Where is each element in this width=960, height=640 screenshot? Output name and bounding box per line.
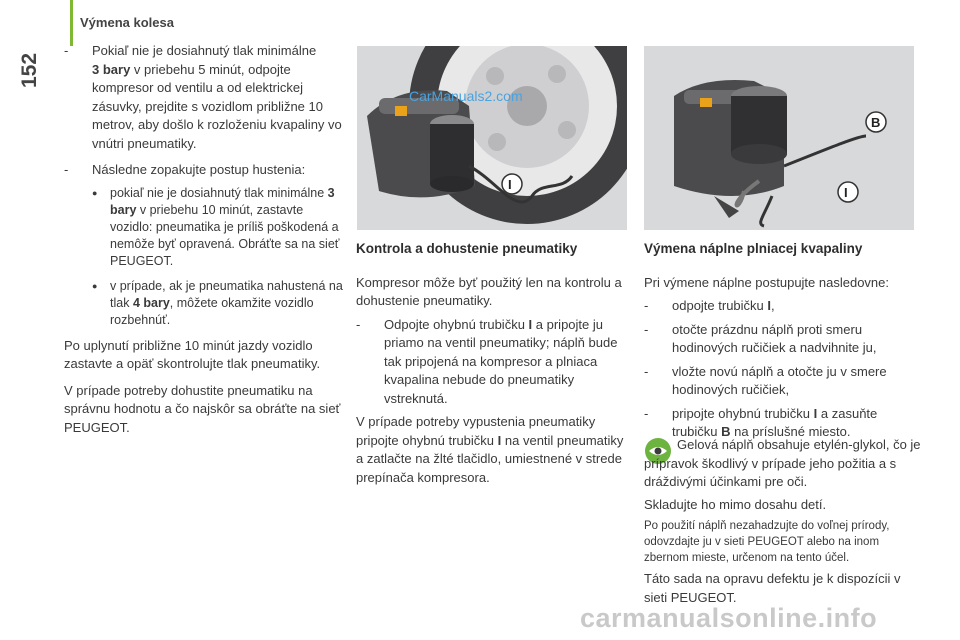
figure-cartridge-replacement	[644, 46, 914, 230]
header-accent-bar	[70, 0, 73, 46]
right-dash-item: - pripojte ohybnú trubičku I a zasuňte trubičku B na príslušné miesto.	[644, 405, 922, 442]
right-paragraph-1: Pri výmene náplne postupujte nasledovne:	[644, 274, 889, 290]
left-paragraph-2: - Následne zopakujte postup hustenia:	[64, 161, 346, 180]
left-paragraph-1: - Pokiaľ nie je dosiahnutý tlak minimálne 3 bary v priebehu 5 minút, odpojte kompresor od ventilu a od elektrickej zásuvky, prejdite s vozidlom približne 10 metrov, aby došlo k rozloženiu kvapaliny vo vnútri pneumatiky.	[64, 42, 346, 153]
middle-paragraph-1: Kompresor môže byť použitý len na kontrolu a dohustenie pneumatiky.	[356, 274, 622, 308]
warning-text-disposal: Po použití náplň nezahadzujte do voľnej prírody, odovzdajte ju v sieti PEUGEOT alebo na inom zbernom mieste, určenom na tento účel.	[644, 520, 890, 564]
compressor-wheel-illustration	[357, 46, 627, 230]
middle-column	[356, 240, 631, 487]
left-bullet-list	[64, 185, 346, 329]
middle-dash-item: - Odpojte ohybnú trubičku I a pripojte ju priamo na ventil pneumatiky; náplň bude tak pripojená na kompresor a plniaca kvapalina nebude do pneumatiky vstreknutá.	[356, 316, 631, 409]
label-b: B	[871, 115, 881, 130]
cartridge-illustration	[644, 46, 914, 230]
watermark-carmanualsonline: carmanualsonline.info	[580, 603, 878, 633]
page-number: 152	[18, 52, 41, 88]
label-i-right: I	[844, 185, 848, 200]
list-item: ● v prípade, ak je pneumatika nahustená na tlak 4 bary, môžete okamžite vozidlo rozbehnúť.	[92, 278, 346, 329]
heading-cartridge-replacement: Výmena náplne plniacej kvapaliny	[644, 241, 863, 256]
left-paragraph-3: Po uplynutí približne 10 minút jazdy vozidlo zastavte a opäť skontrolujte tlak pneumatiky.	[64, 337, 321, 371]
right-dash-item: - otočte prázdnu náplň proti smeru hodinových ručičiek a nadvihnite ju,	[644, 321, 922, 358]
list-item: ● pokiaľ nie je dosiahnutý tlak minimálne 3 bary v priebehu 10 minút, zastavte vozidlo: pneumatika je príliš poškodená a nemôže byť opravená. Obráťte sa na sieť PEUGEOT.	[92, 185, 346, 270]
figure-compressor-on-wheel	[357, 46, 627, 230]
section-title: Výmena kolesa	[80, 15, 174, 30]
warning-text-glycol: Gelová náplň obsahuje etylén-glykol, čo je prípravok škodlivý v prípade jeho požitia a s dráždivými účinkami pre oči.	[644, 437, 921, 489]
warning-block	[644, 436, 922, 607]
watermark-carmanuals2: CarManuals2.com	[409, 88, 523, 104]
warning-text-storage: Skladujte ho mimo dosahu detí.	[644, 496, 827, 512]
left-paragraph-4: V prípade potreby dohustite pneumatiku na správnu hodnotu a čo najskôr sa obráťte na sieť PEUGEOT.	[64, 382, 341, 435]
middle-paragraph-2: V prípade potreby vypustenia pneumatiky pripojte ohybnú trubičku I na ventil pneumatiky a zatlačte na žlté tlačidlo, umiestnené v strede prepínača kompresora.	[356, 414, 624, 485]
right-dash-item: - vložte novú náplň a otočte ju v smere hodinových ručičiek,	[644, 363, 922, 400]
heading-check-inflate: Kontrola a dohustenie pneumatiky	[356, 241, 578, 256]
right-dash-item: - odpojte trubičku I,	[644, 297, 922, 316]
label-i: I	[508, 177, 512, 192]
warning-text-availability: Táto sada na opravu defektu je k dispozícii v sieti PEUGEOT.	[644, 571, 901, 605]
right-column	[644, 240, 922, 442]
left-column	[64, 42, 346, 437]
